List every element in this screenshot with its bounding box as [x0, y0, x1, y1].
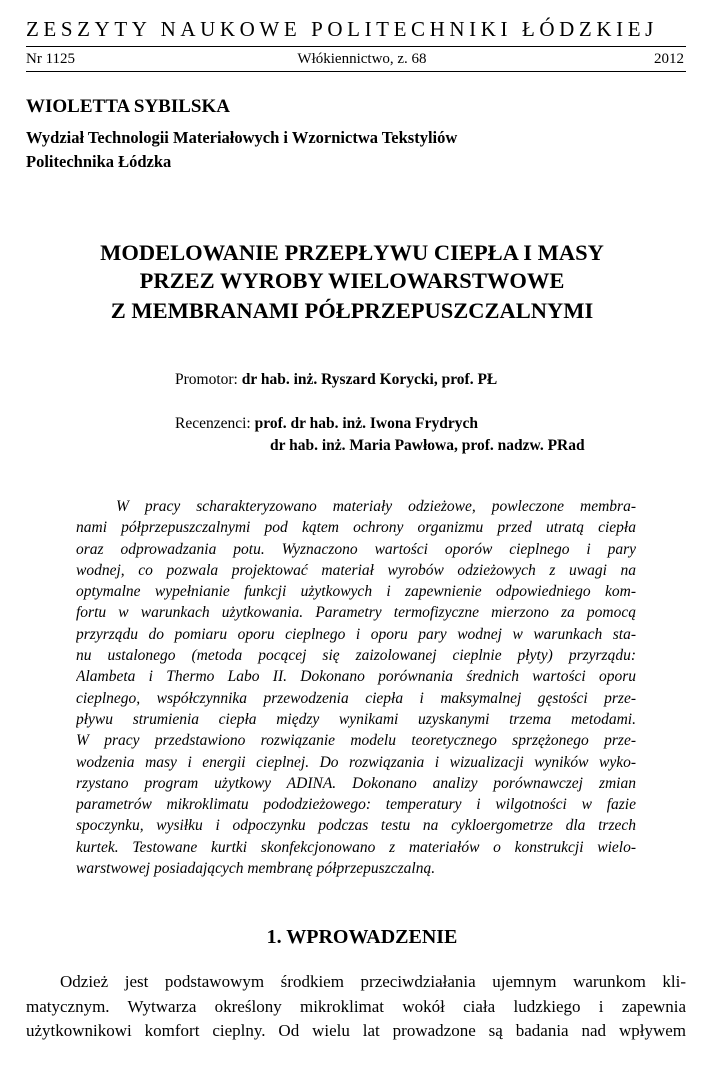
body-line: użytkownikowi komfort cieplny. Od wielu lat prowadzone są badania nad wpływem	[26, 1021, 686, 1040]
body-line: Odzież jest podstawowym środkiem przeciwdziałania ujemnym warunkom kli-	[60, 972, 686, 991]
reviewers-line	[175, 413, 478, 435]
abstract	[76, 496, 636, 879]
journal-title: ZESZYTY NAUKOWE POLITECHNIKI ŁÓDZKIEJ	[26, 17, 658, 41]
abstract-line: cieplnego, współczynnika przewodzenia ciepła i maksymalnej gęstości prze-	[76, 689, 636, 707]
abstract-line: fortu w warunkach użytkowania. Parametry termofizyczne mierzono za pomocą	[76, 604, 636, 622]
paper-title-line-1: MODELOWANIE PRZEPŁYWU CIEPŁA I MASY	[100, 240, 604, 265]
abstract-line: pływu strumienia ciepła między wynikami uzyskanymi trzema metodami.	[76, 710, 636, 728]
body-line: matycznym. Wytwarza określony mikroklimat wokół ciała ludzkiego i zapewnia	[26, 996, 686, 1016]
abstract-line: parametrów mikroklimatu pododzieżowego: temperatury i wilgotności w fazie	[76, 796, 636, 814]
header-rule-bottom	[26, 71, 686, 72]
section-heading: 1. WPROWADZENIE	[266, 926, 458, 948]
abstract-line: oraz odprowadzania potu. Wyznaczono wartości oporów cieplnego i pary	[76, 540, 636, 558]
author-university: Politechnika Łódzka	[26, 152, 172, 171]
abstract-line: W pracy przedstawiono rozwiązanie modelu teoretycznego sprzężonego prze-	[76, 732, 636, 750]
author-faculty: Wydział Technologii Materiałowych i Wzornictwa Tekstyliów	[26, 128, 458, 147]
reviewers-label: Recenzenci:	[175, 415, 251, 432]
paper-title-line-3: Z MEMBRANAMI PÓŁPRZEPUSZCZALNYMI	[110, 298, 594, 323]
paper-title-line-2: PRZEZ WYROBY WIELOWARSTWOWE	[139, 268, 565, 293]
journal-series: Włókiennictwo, z. 68	[297, 51, 427, 67]
reviewer-2: dr hab. inż. Maria Pawłowa, prof. nadzw. PRad	[270, 437, 585, 454]
abstract-line: nu ustalonego (metoda pocącej się zaizolowanej cieplnie płyty) przyrządu:	[76, 647, 636, 665]
abstract-line: przyrządu do pomiaru oporu cieplnego i oporu pary wodnej w warunkach sta-	[76, 625, 636, 643]
abstract-line: W pracy scharakteryzowano materiały odzieżowe, powleczone membra-	[116, 498, 636, 515]
promotor-line	[175, 369, 497, 391]
abstract-line: warstwowej posiadających membranę półprzepuszczalną.	[76, 860, 436, 878]
section-body	[26, 970, 686, 1044]
abstract-line: kurtek. Testowane kurtki skonfekcjonowano z materiałów o konstrukcji wielo-	[76, 838, 636, 856]
abstract-line: nami półprzepuszczalnymi pod kątem ochrony organizmu przed utratą ciepła	[76, 519, 636, 537]
reviewer-2-line	[270, 435, 585, 457]
abstract-line: rzystano program użytkowy ADINA. Dokonano analizy porównawczej zmian	[76, 774, 636, 792]
header-rule-top	[26, 46, 686, 47]
author-name: WIOLETTA SYBILSKA	[26, 96, 230, 117]
abstract-line: optymalne wypełnianie funkcji użytkowych i zapewnienie odpowiedniego kom-	[76, 583, 636, 601]
promotor-name: dr hab. inż. Ryszard Korycki, prof. PŁ	[241, 371, 498, 388]
abstract-line: wodzenia masy i energii cieplnej. Do rozwiązania i wizualizacji wyników wyko-	[76, 753, 636, 771]
abstract-line: Alambeta i Thermo Labo II. Dokonano porównania średnich wartości oporu	[76, 668, 636, 686]
abstract-line: wodnej, co pozwala projektować materiał wyrobów odzieżowych z uwagi na	[76, 561, 636, 579]
publication-year: 2012	[654, 51, 684, 67]
reviewer-1: prof. dr hab. inż. Iwona Frydrych	[254, 415, 478, 432]
issue-number: Nr 1125	[26, 51, 76, 67]
promotor-label: Promotor:	[175, 371, 238, 388]
abstract-line: spoczynku, wysiłku i odpoczynku podczas testu na cykloergometrze dla trzech	[76, 817, 636, 835]
